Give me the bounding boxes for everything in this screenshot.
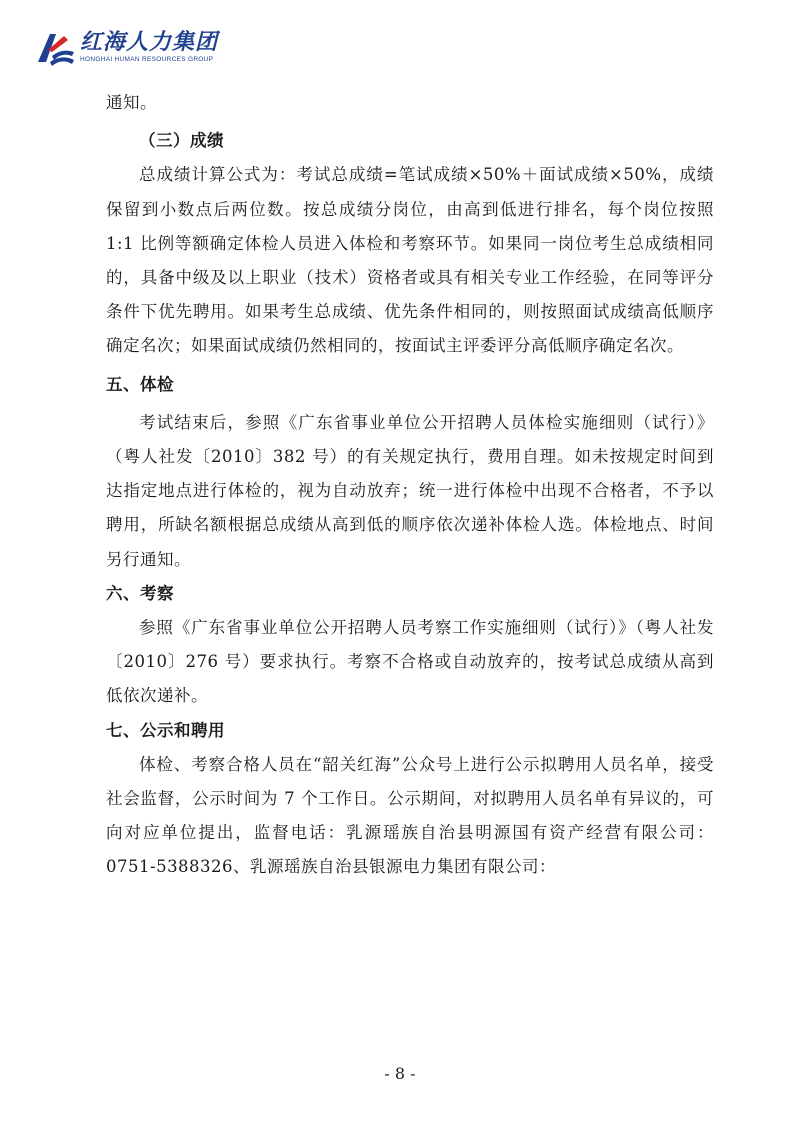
section-5-paragraph: 考试结束后，参照《广东省事业单位公开招聘人员体检实施细则（试行）》（粤人社发〔2010〕382 号）的有关规定执行，费用自理。如未按规定时间到达指定地点进行体检的，视为自动放弃；统一进行体检中出现不合格者，不予以聘用，所缺名额根据总成绩从高到低的顺序依次递补体检人选。体检地点、时间另行通知。 xyxy=(106,412,714,569)
page-number: - 8 - xyxy=(384,1064,416,1083)
document-body xyxy=(106,86,714,885)
logo-text xyxy=(80,30,218,64)
honghai-logo-icon xyxy=(34,30,76,66)
section-6-paragraph: 参照《广东省事业单位公开招聘人员考察工作实施细则（试行）》（粤人社发〔2010〕276 号）要求执行。考察不合格或自动放弃的，按考试总成绩从高到低依次递补。 xyxy=(106,618,714,706)
section-5-title: 五、体检 xyxy=(106,374,174,394)
section-3-title: （三）成绩 xyxy=(139,131,224,151)
section-3-paragraph: 总成绩计算公式为：考试总成绩=笔试成绩×50%＋面试成绩×50%，成绩保留到小数点后两位数。按总成绩分岗位，由高到低进行排名，每个岗位按照 1:1 比例等额确定体检人员进入体检和考察环节。如果同一岗位考生总成绩相同的，具备中级及以上职业（技术）资格者或具有相关专业工作经验，在同等评分条件下优先聘用。如果考生总成绩、优先条件相同的，则按照面试成绩高低顺序确定名次；如果面试成绩仍然相同的，按面试主评委评分高低顺序确定名次。 xyxy=(106,165,714,356)
section-6-title: 六、考察 xyxy=(106,583,174,603)
section-7-title: 七、公示和聘用 xyxy=(106,720,225,740)
logo-chinese-name: 红海人力集团 xyxy=(80,30,219,55)
company-logo xyxy=(34,30,218,66)
section-7-paragraph: 体检、考察合格人员在“韶关红海”公众号上进行公示拟聘用人员名单，接受社会监督，公示时间为 7 个工作日。公示期间，对拟聘用人员名单有异议的，可向对应单位提出，监督电话：乳源瑶族自治县明源国有资产经营有限公司：0751-5388326、乳源瑶族自治县银源电力集团有限公司： xyxy=(106,754,714,877)
intro-paragraph: 通知。 xyxy=(106,93,157,112)
logo-english-name: HONGHAI HUMAN RESOURCES GROUP xyxy=(80,56,214,63)
